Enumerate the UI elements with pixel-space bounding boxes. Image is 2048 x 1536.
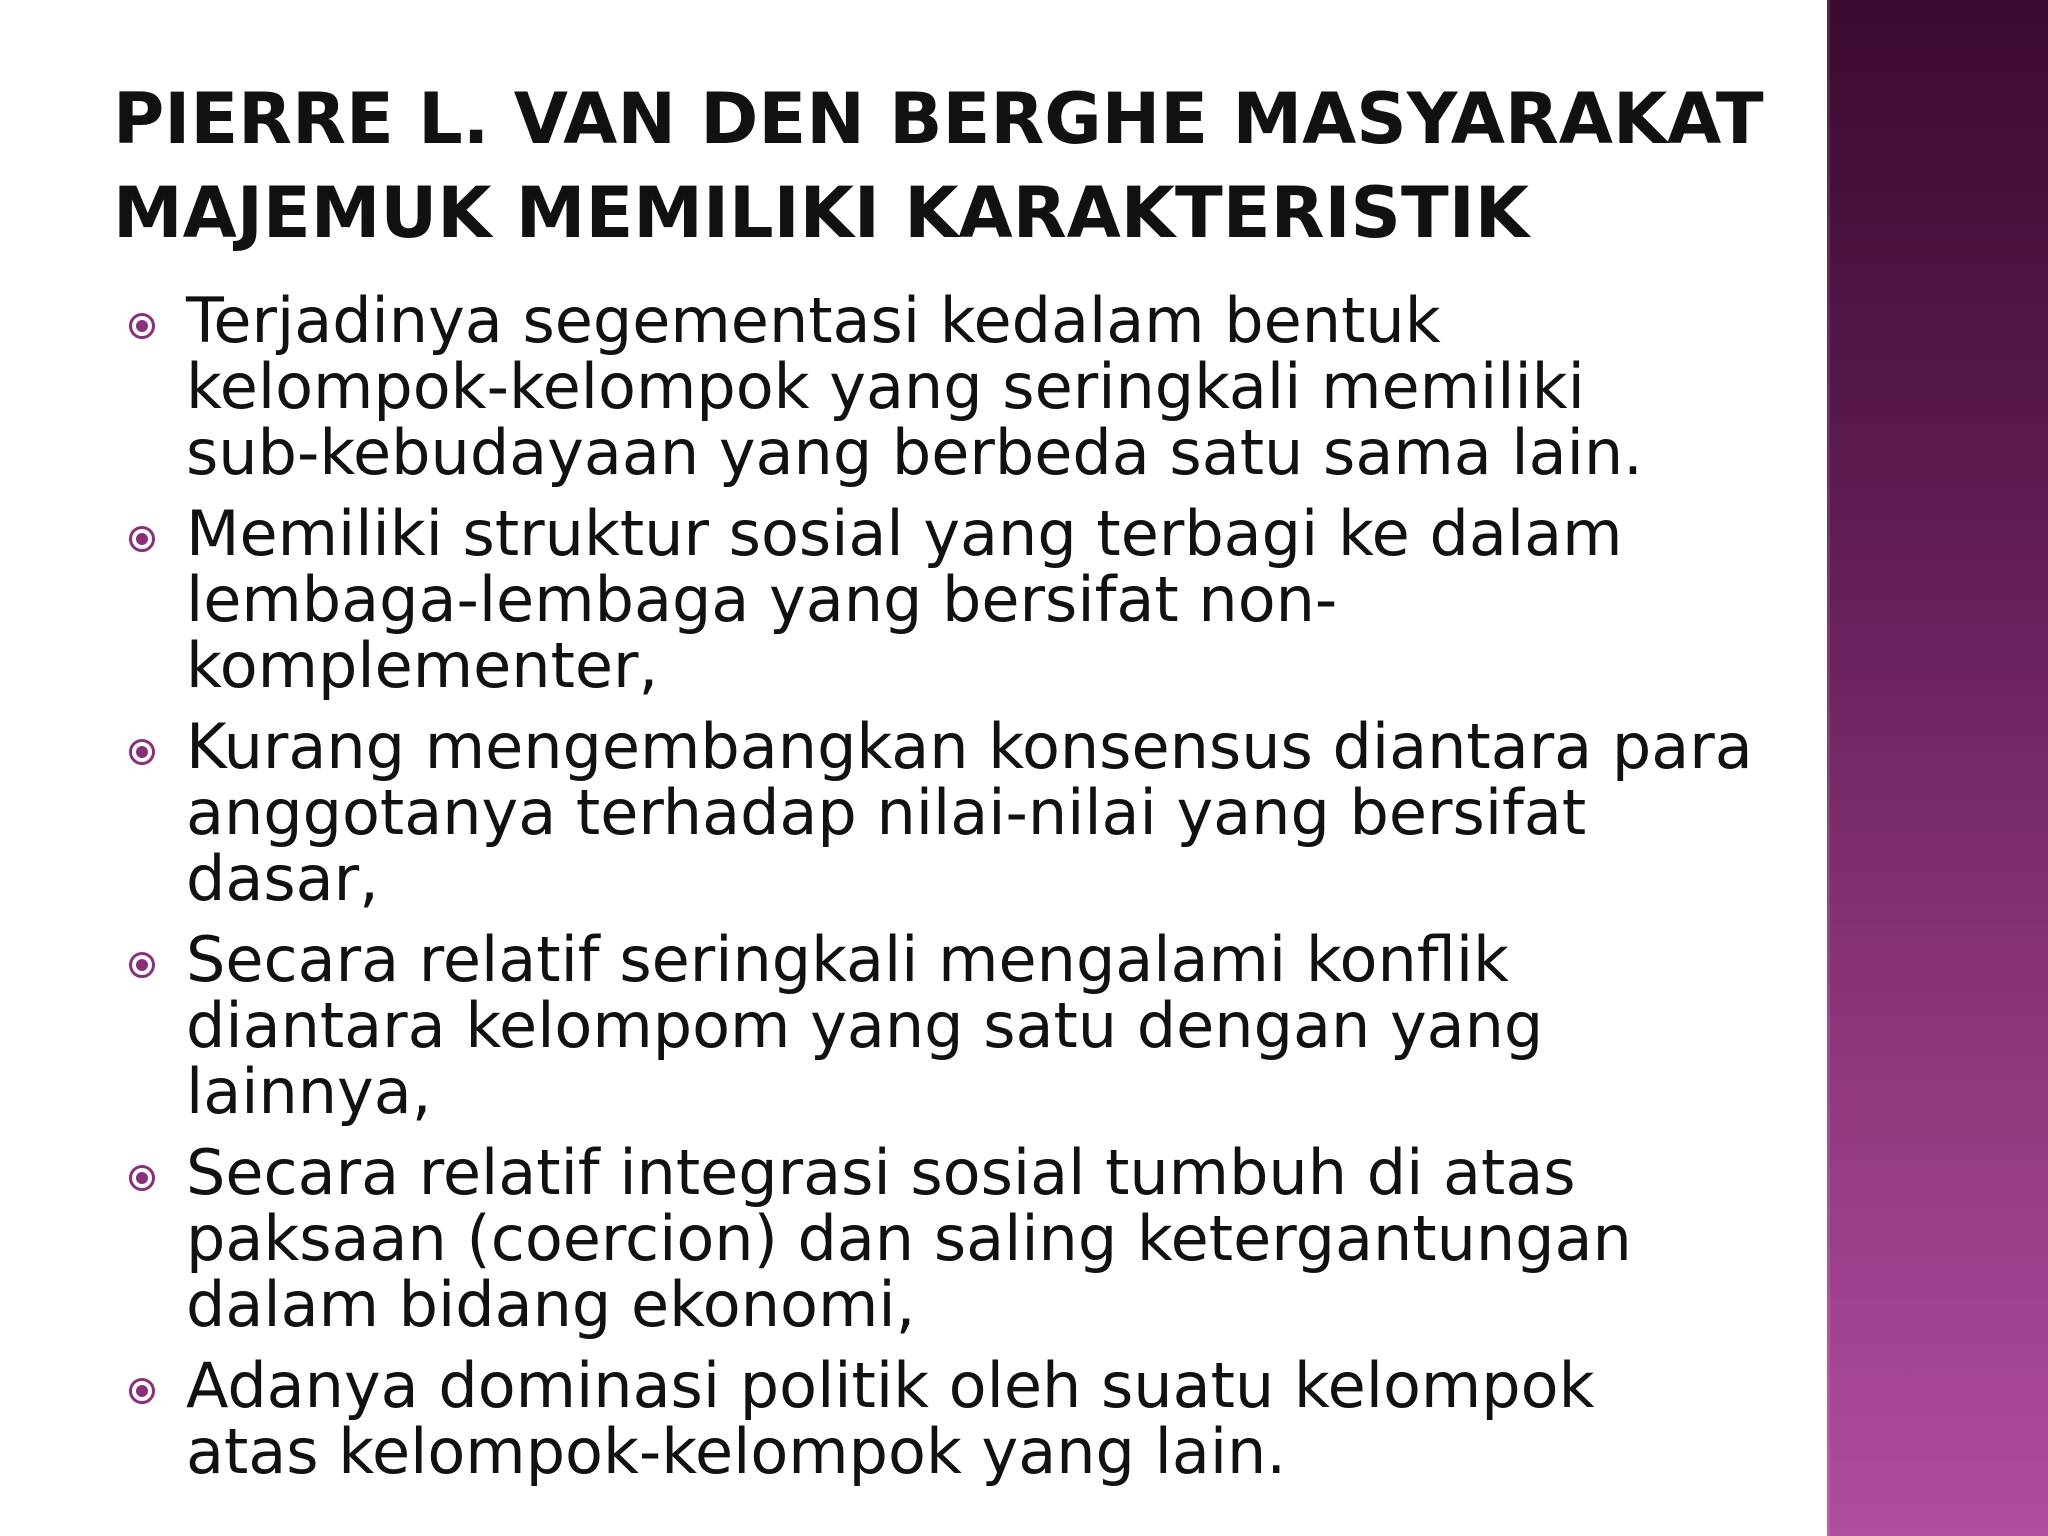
- bullet-item: [124, 1349, 1804, 1488]
- bullet-text: [186, 284, 1804, 489]
- bullet-line: lembaga-lembaga yang bersifat non-: [186, 563, 1338, 636]
- bullet-line: anggotanya terhadap nilai-nilai yang bersifat: [186, 776, 1587, 849]
- bullet-list: [124, 284, 1804, 1500]
- bullet-text: [186, 923, 1804, 1128]
- bullet-item: [124, 1136, 1804, 1341]
- bullet-line: lainnya,: [186, 1055, 432, 1128]
- circle-dot-bullet-icon: [128, 525, 156, 553]
- bullet-line: Secara relatif seringkali mengalami konflik: [186, 923, 1509, 996]
- bullet-line: Secara relatif integrasi sosial tumbuh di atas: [186, 1136, 1576, 1209]
- bullet-item: [124, 284, 1804, 489]
- slide-title-line: MAJEMUK MEMILIKI KARAKTERISTIK: [113, 172, 1529, 254]
- bullet-line: sub-kebudayaan yang berbeda satu sama lain.: [186, 416, 1643, 489]
- slide-title: [113, 72, 1764, 260]
- slide-title-line: PIERRE L. VAN DEN BERGHE MASYARAKAT: [113, 78, 1764, 160]
- bullet-line: kelompok-kelompok yang seringkali memiliki: [186, 350, 1585, 423]
- bullet-line: Terjadinya segementasi kedalam bentuk: [186, 284, 1441, 357]
- bullet-line: Memiliki struktur sosial yang terbagi ke dalam: [186, 497, 1623, 570]
- circle-dot-bullet-icon: [128, 1377, 156, 1405]
- bullet-line: diantara kelompom yang satu dengan yang: [186, 989, 1544, 1062]
- bullet-line: dasar,: [186, 842, 379, 915]
- decorative-side-band: [1827, 0, 2048, 1536]
- bullet-line: komplementer,: [186, 629, 659, 702]
- bullet-item: [124, 710, 1804, 915]
- bullet-line: Kurang mengembangkan konsensus diantara para: [186, 710, 1753, 783]
- bullet-text: [186, 1136, 1804, 1341]
- bullet-line: paksaan (coercion) dan saling ketergantungan: [186, 1202, 1632, 1275]
- side-band-edge: [1827, 0, 1830, 1536]
- circle-dot-bullet-icon: [128, 1164, 156, 1192]
- bullet-text: [186, 710, 1804, 915]
- bullet-item: [124, 923, 1804, 1128]
- bullet-line: Adanya dominasi politik oleh suatu kelompok: [186, 1349, 1595, 1422]
- bullet-line: atas kelompok-kelompok yang lain.: [186, 1415, 1287, 1488]
- bullet-line: dalam bidang ekonomi,: [186, 1268, 916, 1341]
- bullet-text: [186, 1349, 1804, 1488]
- circle-dot-bullet-icon: [128, 312, 156, 340]
- circle-dot-bullet-icon: [128, 951, 156, 979]
- bullet-item: [124, 497, 1804, 702]
- bullet-text: [186, 497, 1804, 702]
- circle-dot-bullet-icon: [128, 738, 156, 766]
